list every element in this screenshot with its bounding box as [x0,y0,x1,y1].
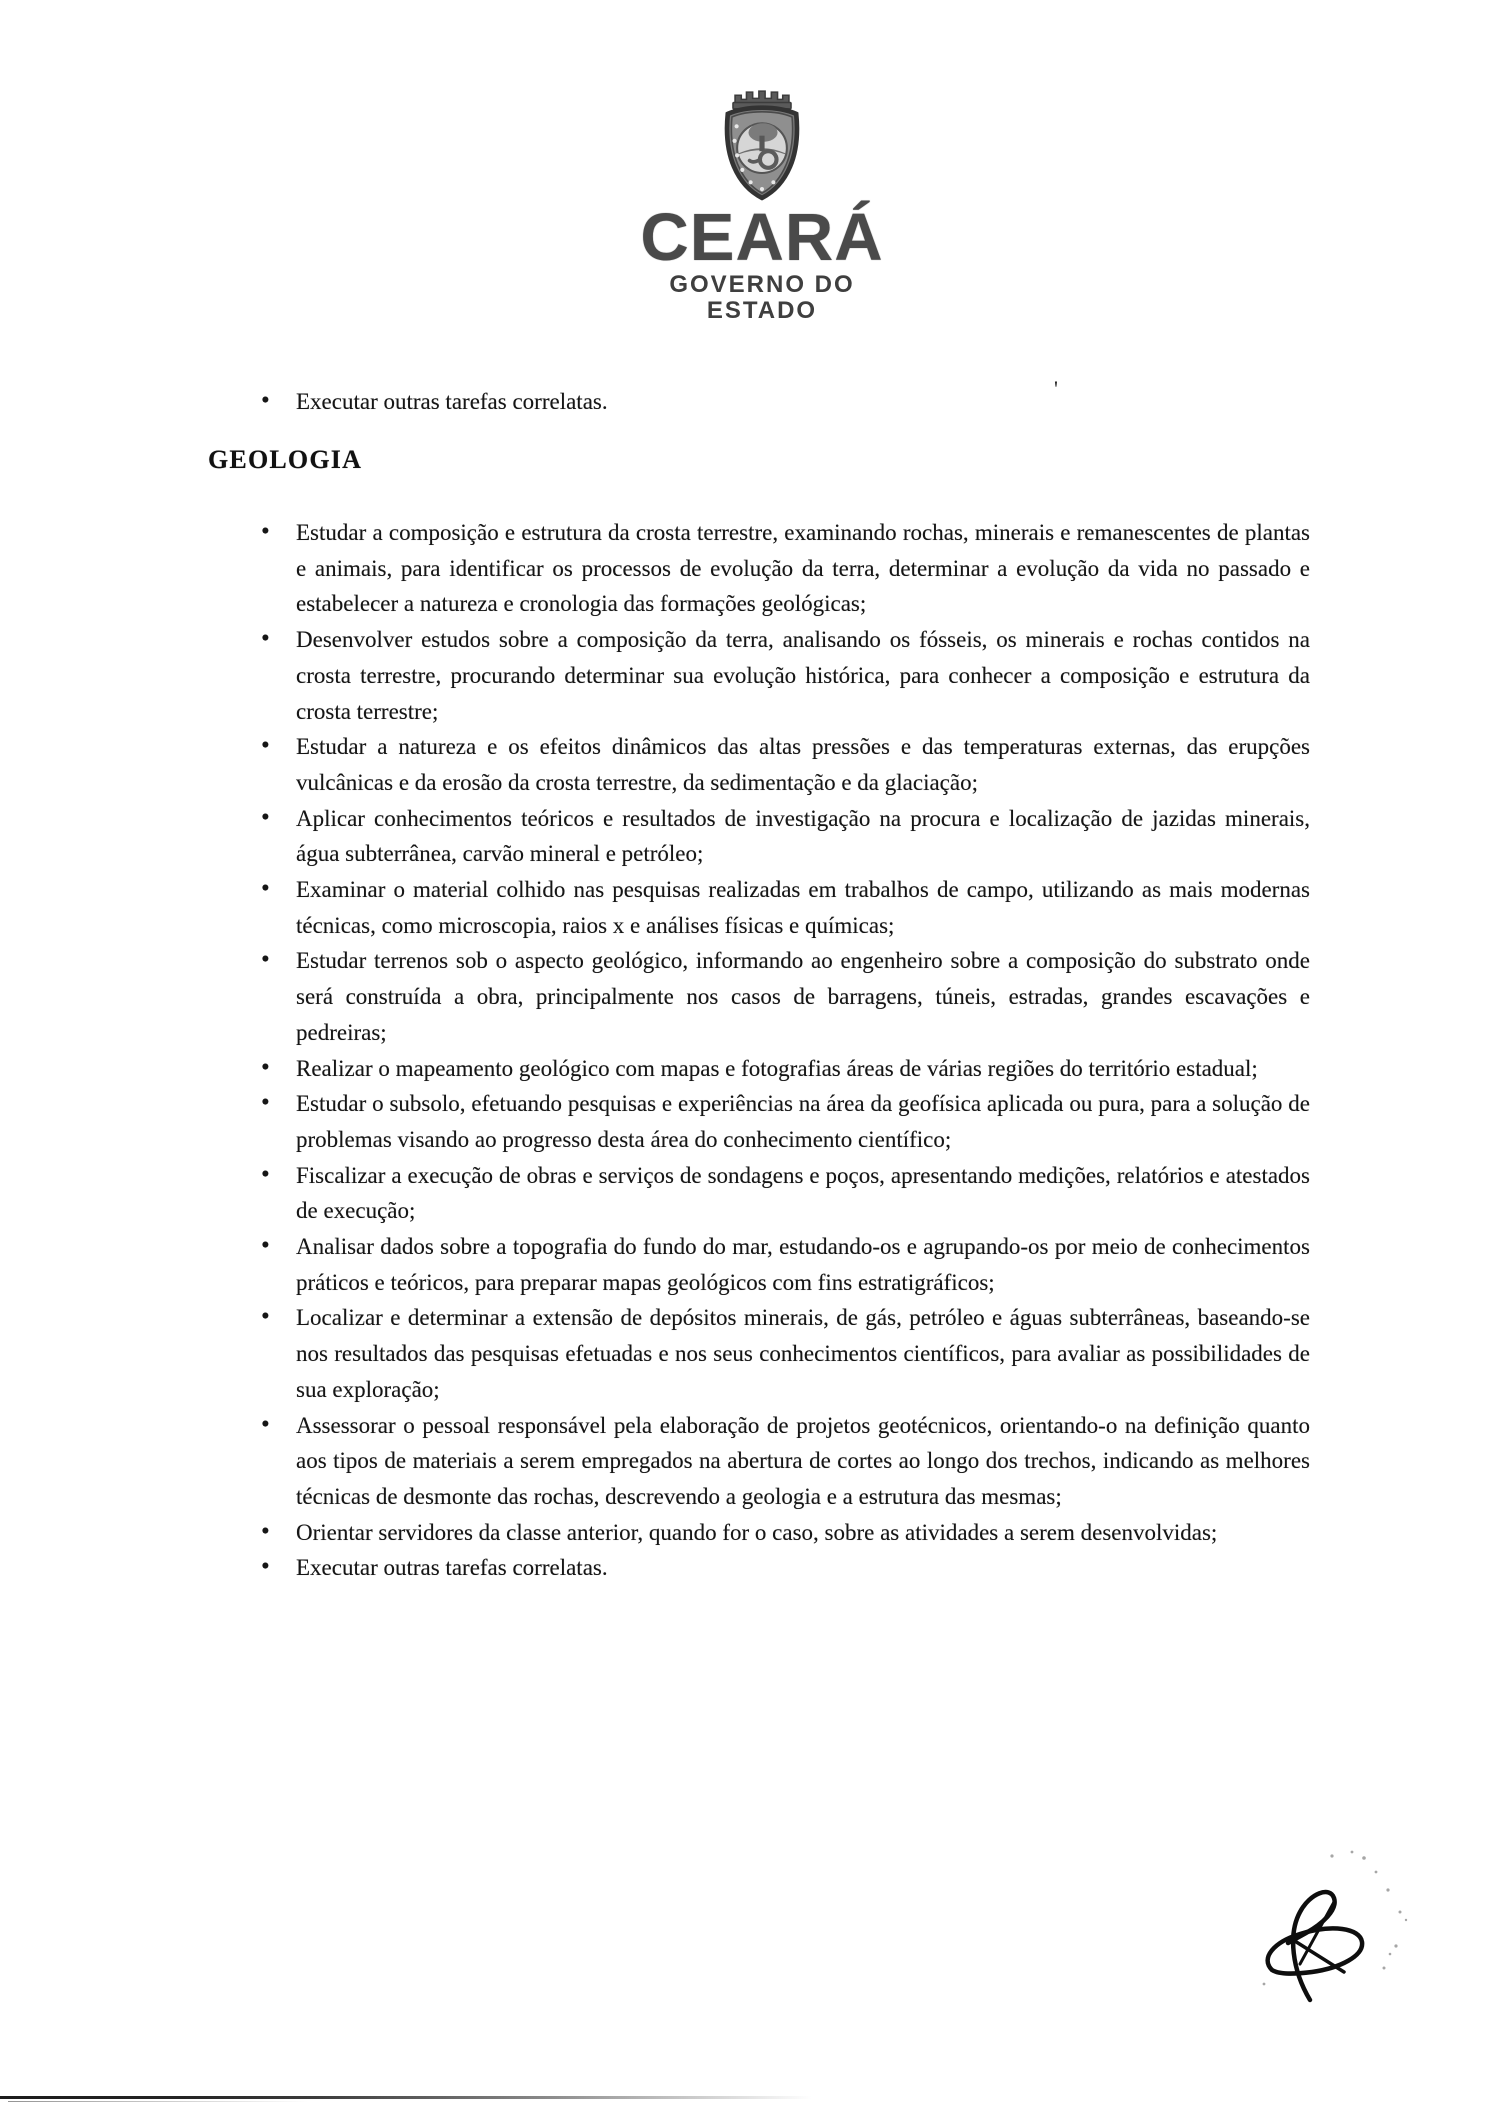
list-item [261,1086,1310,1157]
duty-text: Desenvolver estudos sobre a composição da terra, analisando os fósseis, os minerais e rochas contidos na crosta terrestre, procurando determinar sua evolução histórica, para conhecer a composição e estrutura da crosta terrestre; [296,627,1310,724]
bullet-icon: • [261,387,270,414]
duty-text: Executar outras tarefas correlatas. [296,1555,608,1581]
list-item [261,1158,1310,1229]
duty-text: Estudar a composição e estrutura da crosta terrestre, examinando rochas, minerais e remanescentes de plantas e animais, para identificar os processos de evolução da terra, determinar a evolução da vida no passado e estabelecer a natureza e cronologia das formações geológicas; [296,520,1310,617]
duty-text: Executar outras tarefas correlatas. [296,389,608,414]
list-item [261,1550,1310,1586]
logo-state-name: CEARÁ [640,200,884,275]
bullet-icon: • [261,1410,270,1438]
letterhead-logo [637,88,887,324]
scan-artifact-mark: ' [1054,376,1058,401]
scan-edge-line [0,2096,828,2099]
section-heading-geologia: GEOLOGIA [208,445,363,474]
list-item [261,1408,1310,1515]
list-item [261,622,1310,729]
bullet-icon: • [261,1053,270,1081]
bullet-icon: • [261,732,270,760]
duty-text: Localizar e determinar a extensão de depósitos minerais, de gás, petróleo e águas subterrâneas, baseando-se nos resultados das pesquisas efetuadas e nos seus conhecimentos científicos, para avaliar as possibilidades de sua exploração; [296,1305,1310,1402]
bullet-icon: • [261,518,270,545]
duty-text: Analisar dados sobre a topografia do fundo do mar, estudando-os e agrupando-os por meio de conhecimentos práticos e teóricos, para preparar mapas geológicos com fins estratigráficos; [296,1234,1310,1295]
list-item [261,801,1310,872]
duty-text: Examinar o material colhido nas pesquisas realizadas em trabalhos de campo, utilizando as mais modernas técnicas, como microscopia, raios x e análises físicas e químicas; [296,877,1310,938]
list-item [261,1300,1310,1407]
handwritten-signature [1248,1842,1448,2012]
bullet-icon: • [261,1089,270,1117]
ceara-coat-of-arms-icon [715,88,809,202]
bullet-icon: • [261,1303,270,1331]
duty-text: Estudar a natureza e os efeitos dinâmicos das altas pressões e das temperaturas externas, das erupções vulcânicas e da erosão da crosta terrestre, da sedimentação e da glaciação; [296,734,1310,795]
bullet-icon: • [261,1160,270,1188]
duty-text: Fiscalizar a execução de obras e serviços de sondagens e poços, apresentando medições, relatórios e atestados de execução; [296,1162,1310,1224]
list-item [261,384,1310,420]
duty-text: Estudar terrenos sob o aspecto geológico, informando ao engenheiro sobre a composição do substrato onde será construída a obra, principalmente nos casos de barragens, túneis, estradas, grandes escavações e pedreiras; [296,948,1310,1045]
list-item [261,1051,1310,1087]
bullet-icon: • [261,803,270,831]
list-item [261,1229,1310,1300]
previous-section-last-item-list [261,384,1310,420]
duty-text: Aplicar conhecimentos teóricos e resultados de investigação na procura e localização de jazidas minerais, água subterrânea, carvão mineral e petróleo; [296,805,1310,867]
duty-text: Orientar servidores da classe anterior, quando for o caso, sobre as atividades a serem desenvolvidas; [296,1519,1218,1545]
geologia-duties-list [261,515,1310,1586]
logo-government-label: GOVERNO DO ESTADO [669,271,855,324]
list-item [261,872,1310,943]
bullet-icon: • [261,1232,270,1260]
list-item [261,1515,1310,1551]
bullet-icon: • [261,625,270,653]
list-item [261,943,1310,1050]
bullet-icon: • [261,1553,270,1581]
duty-text: Realizar o mapeamento geológico com mapas e fotografias áreas de várias regiões do território estadual; [296,1055,1258,1081]
scan-edge-line-faint [8,2101,308,2102]
bullet-icon: • [261,875,270,903]
list-item [261,515,1310,622]
duty-text: Estudar o subsolo, efetuando pesquisas e experiências na área da geofísica aplicada ou pura, para a solução de problemas visando ao progresso desta área do conhecimento científico; [296,1091,1310,1152]
duty-text: Assessorar o pessoal responsável pela elaboração de projetos geotécnicos, orientando-o na definição quanto aos tipos de materiais a serem empregados na abertura de cortes ao longo dos trechos, indicando as melhores técnicas de desmonte das rochas, descrevendo a geologia e a estrutura das mesmas; [296,1412,1310,1509]
list-item [261,729,1310,800]
bullet-icon: • [261,946,270,974]
bullet-icon: • [261,1517,270,1545]
